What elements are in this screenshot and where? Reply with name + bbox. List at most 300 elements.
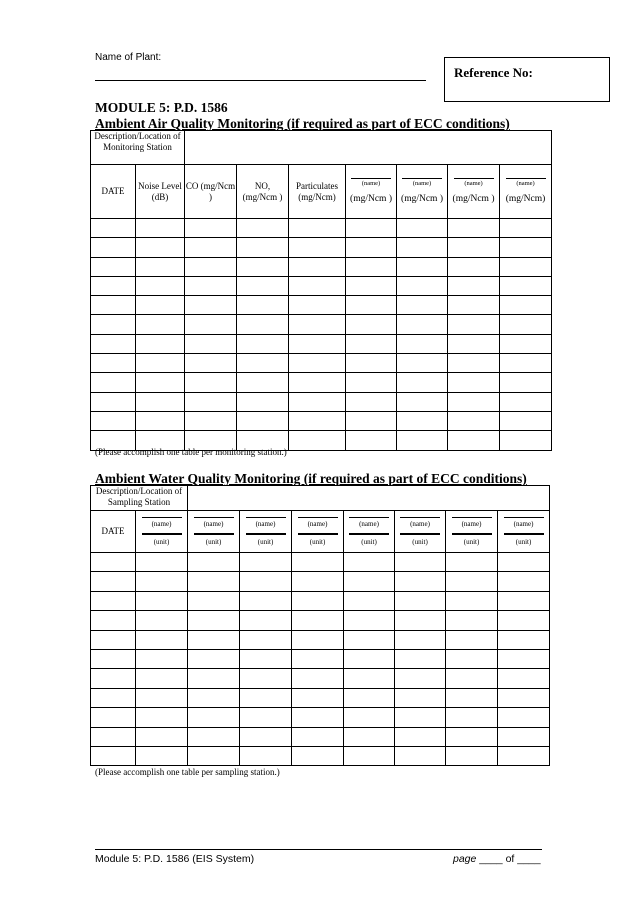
water-table-cell[interactable]	[91, 708, 136, 727]
air-table-cell[interactable]	[500, 238, 552, 257]
air-column-header	[346, 165, 397, 219]
air-table-row	[91, 219, 552, 238]
air-table-cell[interactable]	[237, 257, 289, 276]
air-table-cell[interactable]	[346, 296, 397, 315]
air-table-cell[interactable]	[346, 373, 397, 392]
water-column-header	[240, 511, 292, 553]
water-table-cell[interactable]	[395, 649, 446, 668]
water-table-cell[interactable]	[498, 746, 550, 765]
water-name-blank[interactable]	[400, 517, 440, 518]
water-unit-blank[interactable]	[142, 533, 182, 535]
air-quality-table	[90, 130, 552, 451]
water-table-cell[interactable]	[91, 669, 136, 688]
water-table-cell[interactable]	[446, 572, 498, 591]
water-table-cell[interactable]	[498, 572, 550, 591]
air-column-unit: (mg/Ncm)	[505, 193, 546, 204]
water-unit-blank[interactable]	[246, 533, 286, 535]
air-column-header	[448, 165, 500, 219]
water-table-cell[interactable]	[292, 746, 344, 765]
air-table-cell[interactable]	[500, 315, 552, 334]
air-table-cell[interactable]	[136, 354, 185, 373]
water-table-cell[interactable]	[91, 572, 136, 591]
water-table-cell[interactable]	[292, 688, 344, 707]
reference-label: Reference No:	[454, 65, 533, 80]
footer-page-word: page	[453, 853, 477, 865]
air-table-cell[interactable]	[237, 354, 289, 373]
air-column-label: NO, (mg/Ncm )	[242, 180, 283, 202]
air-column-unit: (mg/Ncm )	[401, 193, 443, 204]
air-table-cell[interactable]	[289, 315, 346, 334]
air-column-label: Noise Level (dB)	[138, 180, 182, 202]
water-name-blank[interactable]	[349, 517, 389, 518]
water-table-cell[interactable]	[188, 688, 240, 707]
water-column-unit: (unit)	[515, 538, 532, 546]
water-column-header	[395, 511, 446, 553]
air-column-name: (name)	[516, 179, 535, 187]
air-table-cell[interactable]	[185, 219, 237, 238]
water-table-cell[interactable]	[188, 649, 240, 668]
air-table-cell[interactable]	[448, 392, 500, 411]
water-column-header	[498, 511, 550, 553]
water-table-cell[interactable]	[395, 669, 446, 688]
water-table-cell[interactable]	[292, 649, 344, 668]
footer-module-label: Module 5: P.D. 1586 (EIS System)	[95, 853, 255, 865]
air-table-cell[interactable]	[346, 411, 397, 430]
water-table-cell[interactable]	[136, 708, 188, 727]
water-table-cell[interactable]	[91, 611, 136, 630]
water-table-cell[interactable]	[136, 630, 188, 649]
water-table-cell[interactable]	[292, 553, 344, 572]
air-table-cell[interactable]	[448, 219, 500, 238]
water-table-cell[interactable]	[446, 591, 498, 610]
water-table-cell[interactable]	[240, 727, 292, 746]
water-column-header-row	[91, 511, 550, 553]
air-table-cell[interactable]	[346, 334, 397, 353]
water-unit-blank[interactable]	[504, 533, 544, 535]
air-table-row	[91, 257, 552, 276]
air-description-value[interactable]	[185, 131, 552, 165]
water-table-cell[interactable]	[240, 553, 292, 572]
water-table-cell[interactable]	[344, 553, 395, 572]
water-table-cell[interactable]	[292, 591, 344, 610]
air-table-row	[91, 296, 552, 315]
water-table-cell[interactable]	[344, 727, 395, 746]
air-table-cell[interactable]	[237, 411, 289, 430]
air-table-cell[interactable]	[448, 411, 500, 430]
air-table-cell[interactable]	[346, 219, 397, 238]
air-table-cell[interactable]	[448, 276, 500, 295]
air-table-cell[interactable]	[91, 411, 136, 430]
water-table-cell[interactable]	[446, 630, 498, 649]
water-table-cell[interactable]	[498, 591, 550, 610]
water-table-cell[interactable]	[344, 630, 395, 649]
plant-name-label: Name of Plant:	[95, 52, 162, 63]
air-table-cell[interactable]	[289, 411, 346, 430]
air-table-cell[interactable]	[185, 392, 237, 411]
air-name-blank[interactable]	[454, 178, 494, 179]
air-table-cell[interactable]	[136, 392, 185, 411]
air-table-cell[interactable]	[346, 431, 397, 450]
water-table-cell[interactable]	[395, 591, 446, 610]
air-table-row	[91, 315, 552, 334]
air-column-label: Particulates (mg/Ncm)	[296, 180, 339, 202]
air-table-cell[interactable]	[91, 296, 136, 315]
reference-box[interactable]	[444, 57, 610, 102]
air-table-cell[interactable]	[136, 334, 185, 353]
air-table-cell[interactable]	[289, 276, 346, 295]
air-column-unit: (mg/Ncm )	[350, 193, 392, 204]
air-table-cell[interactable]	[289, 392, 346, 411]
air-table-cell[interactable]	[237, 373, 289, 392]
water-description-row	[91, 486, 550, 511]
water-table-cell[interactable]	[240, 669, 292, 688]
air-table-cell[interactable]	[500, 334, 552, 353]
water-table-cell[interactable]	[91, 746, 136, 765]
air-column-name: (name)	[361, 179, 381, 187]
air-table-cell[interactable]	[448, 373, 500, 392]
water-unit-blank[interactable]	[298, 533, 338, 535]
water-column-header	[344, 511, 395, 553]
air-table-cell[interactable]	[500, 373, 552, 392]
water-table-cell[interactable]	[136, 669, 188, 688]
water-name-blank[interactable]	[194, 517, 234, 518]
water-table-cell[interactable]	[446, 669, 498, 688]
water-table-cell[interactable]	[91, 688, 136, 707]
water-table-cell[interactable]	[188, 630, 240, 649]
module-title: MODULE 5: P.D. 1586	[95, 100, 228, 115]
water-table-cell[interactable]	[498, 727, 550, 746]
air-table-row	[91, 373, 552, 392]
air-table-cell[interactable]	[346, 276, 397, 295]
footer-divider	[95, 849, 542, 850]
air-table-cell[interactable]	[397, 392, 448, 411]
air-column-name: (name)	[464, 179, 483, 187]
water-table-cell[interactable]	[240, 688, 292, 707]
air-column-header	[289, 165, 346, 219]
water-table-cell[interactable]	[344, 649, 395, 668]
air-table-cell[interactable]	[289, 257, 346, 276]
water-table-cell[interactable]	[136, 649, 188, 668]
air-column-label: DATE	[101, 186, 125, 197]
water-table-cell[interactable]	[240, 746, 292, 765]
water-column-unit: (unit)	[309, 538, 326, 546]
air-table-cell[interactable]	[185, 334, 237, 353]
air-name-blank[interactable]	[402, 178, 442, 179]
water-table-cell[interactable]	[136, 746, 188, 765]
water-column-name: (name)	[203, 519, 224, 528]
water-table-cell[interactable]	[240, 708, 292, 727]
water-table-cell[interactable]	[344, 572, 395, 591]
air-table-cell[interactable]	[185, 296, 237, 315]
water-table-cell[interactable]	[344, 746, 395, 765]
water-table-row	[91, 649, 550, 668]
air-table-cell[interactable]	[397, 238, 448, 257]
air-table-cell[interactable]	[91, 373, 136, 392]
air-table-cell[interactable]	[500, 411, 552, 430]
water-table-cell[interactable]	[292, 572, 344, 591]
water-table-cell[interactable]	[498, 649, 550, 668]
water-table-cell[interactable]	[136, 727, 188, 746]
water-column-name: (name)	[359, 519, 379, 528]
water-table-cell[interactable]	[240, 572, 292, 591]
water-table-cell[interactable]	[498, 553, 550, 572]
water-table-cell[interactable]	[395, 572, 446, 591]
water-table-cell[interactable]	[395, 708, 446, 727]
air-table-cell[interactable]	[500, 431, 552, 450]
water-table-cell[interactable]	[498, 688, 550, 707]
air-table-cell[interactable]	[500, 296, 552, 315]
water-name-blank[interactable]	[298, 517, 338, 518]
air-column-header	[397, 165, 448, 219]
water-unit-blank[interactable]	[194, 533, 234, 535]
air-table-cell[interactable]	[397, 257, 448, 276]
water-name-blank[interactable]	[504, 517, 544, 518]
air-table-cell[interactable]	[448, 334, 500, 353]
water-table-cell[interactable]	[292, 630, 344, 649]
water-column-name: (name)	[151, 519, 172, 528]
water-table-cell[interactable]	[446, 649, 498, 668]
water-table-cell[interactable]	[498, 630, 550, 649]
water-table-cell[interactable]	[136, 572, 188, 591]
air-table-cell[interactable]	[397, 219, 448, 238]
air-table-cell[interactable]	[185, 276, 237, 295]
air-table-cell[interactable]	[289, 219, 346, 238]
air-name-blank[interactable]	[351, 178, 391, 179]
air-column-name: (name)	[412, 179, 432, 187]
water-table-row	[91, 727, 550, 746]
water-table-row	[91, 572, 550, 591]
air-table-cell[interactable]	[91, 392, 136, 411]
water-table-cell[interactable]	[498, 669, 550, 688]
water-unit-blank[interactable]	[349, 533, 389, 535]
air-table-cell[interactable]	[346, 257, 397, 276]
water-table-row	[91, 553, 550, 572]
water-table-cell[interactable]	[446, 688, 498, 707]
air-table-cell[interactable]	[136, 411, 185, 430]
air-table-cell[interactable]	[346, 315, 397, 334]
air-table-cell[interactable]	[91, 257, 136, 276]
water-table-cell[interactable]	[91, 649, 136, 668]
air-table-cell[interactable]	[500, 354, 552, 373]
air-table-cell[interactable]	[289, 354, 346, 373]
water-unit-blank[interactable]	[452, 533, 492, 535]
water-table-cell[interactable]	[91, 630, 136, 649]
water-column-name: (name)	[513, 519, 534, 528]
water-table-cell[interactable]	[344, 591, 395, 610]
water-table-cell[interactable]	[395, 553, 446, 572]
water-table-cell[interactable]	[446, 746, 498, 765]
footer-of-word: of	[505, 853, 515, 865]
air-table-cell[interactable]	[91, 276, 136, 295]
water-column-header	[446, 511, 498, 553]
air-table-cell[interactable]	[289, 238, 346, 257]
water-table-cell[interactable]	[395, 611, 446, 630]
air-table-cell[interactable]	[91, 238, 136, 257]
air-table-cell[interactable]	[289, 296, 346, 315]
air-table-cell[interactable]	[397, 411, 448, 430]
water-table-cell[interactable]	[395, 688, 446, 707]
air-table-cell[interactable]	[237, 334, 289, 353]
air-table-cell[interactable]	[397, 334, 448, 353]
air-table-cell[interactable]	[185, 257, 237, 276]
water-table-cell[interactable]	[395, 746, 446, 765]
water-table-cell[interactable]	[240, 611, 292, 630]
air-table-cell[interactable]	[289, 334, 346, 353]
water-table-row	[91, 688, 550, 707]
air-table-cell[interactable]	[289, 431, 346, 450]
water-column-name: (name)	[461, 519, 482, 528]
water-table-cell[interactable]	[188, 611, 240, 630]
air-table-cell[interactable]	[237, 219, 289, 238]
air-section-title: Ambient Air Quality Monitoring (if required as part of ECC conditions)	[95, 116, 510, 131]
air-table-cell[interactable]	[136, 373, 185, 392]
water-table-cell[interactable]	[446, 727, 498, 746]
air-table-cell[interactable]	[136, 296, 185, 315]
water-column-unit: (unit)	[361, 538, 377, 546]
air-table-cell[interactable]	[448, 315, 500, 334]
water-column-name: (name)	[410, 519, 430, 528]
water-table-cell[interactable]	[446, 611, 498, 630]
water-table-cell[interactable]	[446, 708, 498, 727]
air-table-cell[interactable]	[237, 392, 289, 411]
air-table-note: (Please accomplish one table per monitoring station.)	[95, 447, 287, 457]
air-table-cell[interactable]	[500, 392, 552, 411]
air-table-cell[interactable]	[91, 354, 136, 373]
air-table-cell[interactable]	[448, 296, 500, 315]
air-table-cell[interactable]	[397, 354, 448, 373]
air-table-cell[interactable]	[500, 257, 552, 276]
water-table-cell[interactable]	[240, 630, 292, 649]
water-column-unit: (unit)	[153, 538, 170, 546]
water-table-cell[interactable]	[91, 727, 136, 746]
air-table-cell[interactable]	[237, 238, 289, 257]
air-table-cell[interactable]	[448, 431, 500, 450]
air-table-cell[interactable]	[448, 257, 500, 276]
water-table-cell[interactable]	[344, 708, 395, 727]
water-table-note: (Please accomplish one table per sampling station.)	[95, 767, 280, 777]
air-table-cell[interactable]	[185, 315, 237, 334]
water-table-cell[interactable]	[344, 688, 395, 707]
water-date-header: DATE	[91, 511, 136, 553]
air-table-cell[interactable]	[448, 354, 500, 373]
water-table-cell[interactable]	[188, 553, 240, 572]
water-table-cell[interactable]	[292, 708, 344, 727]
plant-name-line[interactable]	[95, 80, 426, 81]
water-table-cell[interactable]	[344, 611, 395, 630]
water-table-cell[interactable]	[292, 727, 344, 746]
water-table-cell[interactable]	[136, 611, 188, 630]
air-table-row	[91, 334, 552, 353]
water-table-cell[interactable]	[91, 553, 136, 572]
air-table-cell[interactable]	[91, 219, 136, 238]
water-table-cell[interactable]	[136, 553, 188, 572]
water-column-header	[188, 511, 240, 553]
air-table-cell[interactable]	[185, 411, 237, 430]
air-table-cell[interactable]	[346, 238, 397, 257]
air-table-cell[interactable]	[289, 373, 346, 392]
water-table-cell[interactable]	[446, 553, 498, 572]
water-table-cell[interactable]	[240, 591, 292, 610]
air-column-header	[237, 165, 289, 219]
air-column-header-row	[91, 165, 552, 219]
water-table-cell[interactable]	[136, 591, 188, 610]
air-table-cell[interactable]	[237, 315, 289, 334]
air-table-cell[interactable]	[136, 276, 185, 295]
water-table-cell[interactable]	[498, 611, 550, 630]
air-table-row	[91, 392, 552, 411]
water-table-cell[interactable]	[136, 688, 188, 707]
air-table-cell[interactable]	[500, 276, 552, 295]
air-table-cell[interactable]	[448, 238, 500, 257]
air-table-cell[interactable]	[397, 296, 448, 315]
water-table-cell[interactable]	[344, 669, 395, 688]
water-table-cell[interactable]	[292, 669, 344, 688]
air-table-cell[interactable]	[91, 334, 136, 353]
water-table-cell[interactable]	[188, 746, 240, 765]
water-column-header	[292, 511, 344, 553]
air-column-label: CO (mg/Ncm )	[185, 180, 236, 202]
water-name-blank[interactable]	[452, 517, 492, 518]
air-table-cell[interactable]	[185, 238, 237, 257]
air-table-row	[91, 276, 552, 295]
air-table-cell[interactable]	[185, 373, 237, 392]
water-name-blank[interactable]	[142, 517, 182, 518]
water-column-unit: (unit)	[257, 538, 274, 546]
water-table-cell[interactable]	[292, 611, 344, 630]
air-table-cell[interactable]	[397, 373, 448, 392]
water-table-cell[interactable]	[188, 708, 240, 727]
water-name-blank[interactable]	[246, 517, 286, 518]
air-table-cell[interactable]	[500, 219, 552, 238]
water-table-cell[interactable]	[188, 727, 240, 746]
water-table-cell[interactable]	[91, 591, 136, 610]
air-table-cell[interactable]	[397, 276, 448, 295]
water-table-cell[interactable]	[188, 572, 240, 591]
air-table-cell[interactable]	[136, 257, 185, 276]
air-column-header	[136, 165, 185, 219]
water-description-header: Description/Location of Sampling Station	[91, 486, 188, 511]
air-table-cell[interactable]	[397, 315, 448, 334]
air-table-cell[interactable]	[91, 315, 136, 334]
water-table-cell[interactable]	[240, 649, 292, 668]
air-name-blank[interactable]	[506, 178, 546, 179]
air-table-cell[interactable]	[136, 219, 185, 238]
air-table-cell[interactable]	[346, 354, 397, 373]
air-column-header	[185, 165, 237, 219]
air-table-cell[interactable]	[136, 238, 185, 257]
water-table-cell[interactable]	[395, 727, 446, 746]
water-table-cell[interactable]	[498, 708, 550, 727]
water-quality-table	[90, 485, 550, 766]
water-column-unit: (unit)	[205, 538, 222, 546]
water-column-name: (name)	[307, 519, 328, 528]
water-table-cell[interactable]	[395, 630, 446, 649]
water-table-cell[interactable]	[188, 591, 240, 610]
water-description-value[interactable]	[188, 486, 550, 511]
air-table-cell[interactable]	[185, 354, 237, 373]
water-table-row	[91, 591, 550, 610]
water-column-name: (name)	[255, 519, 276, 528]
water-unit-blank[interactable]	[400, 533, 440, 535]
air-table-cell[interactable]	[136, 315, 185, 334]
air-column-header	[500, 165, 552, 219]
air-column-header	[91, 165, 136, 219]
air-table-cell[interactable]	[237, 276, 289, 295]
air-table-cell[interactable]	[346, 392, 397, 411]
air-table-cell[interactable]	[237, 296, 289, 315]
air-table-cell[interactable]	[397, 431, 448, 450]
water-table-cell[interactable]	[188, 669, 240, 688]
